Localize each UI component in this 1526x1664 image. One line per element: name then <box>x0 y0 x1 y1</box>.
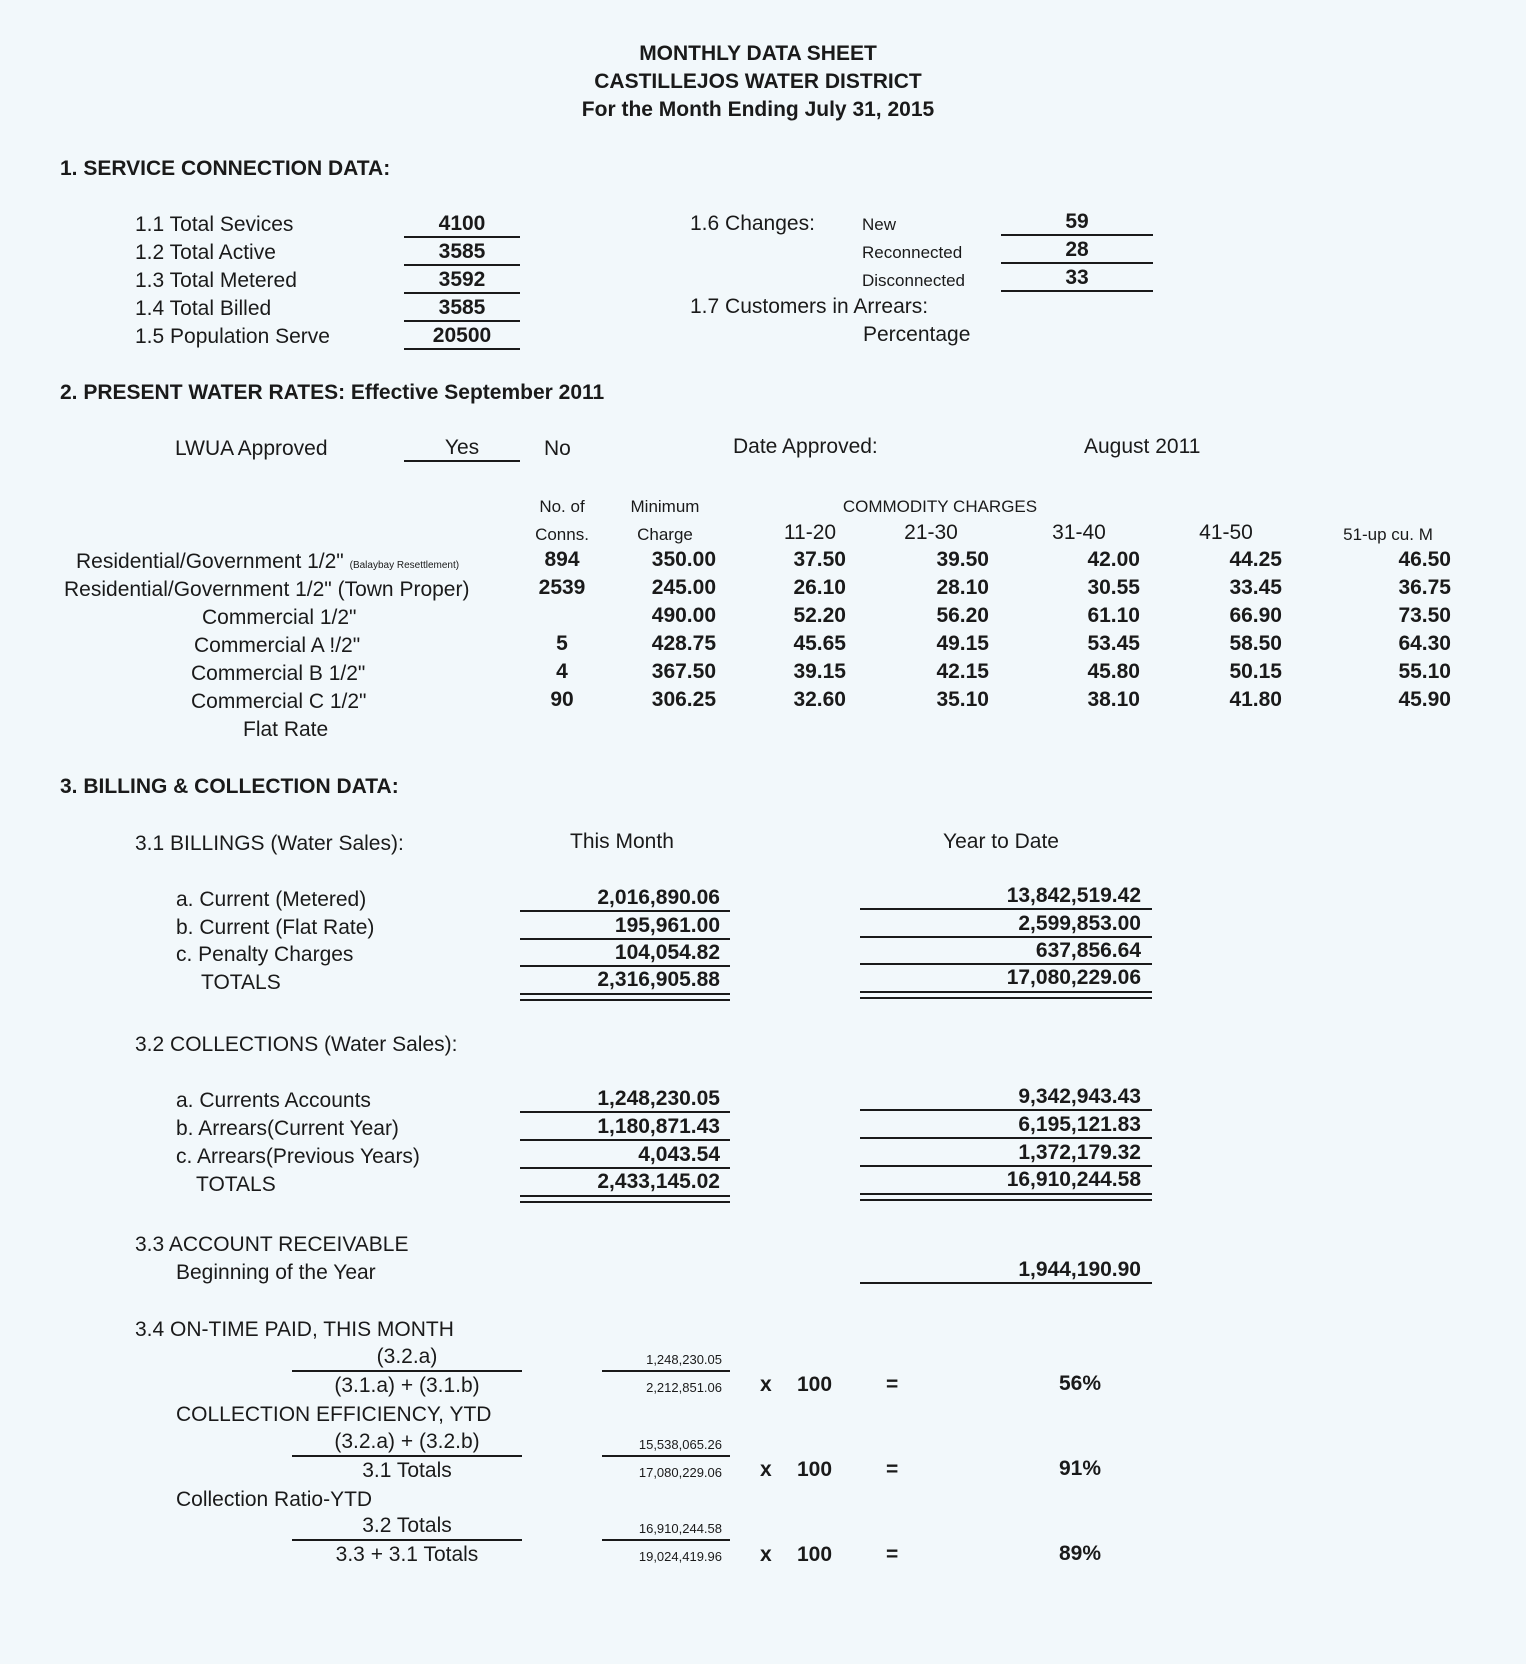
rate-11-20: 39.15 <box>793 660 846 683</box>
lwua-yes-option: Yes <box>404 436 520 462</box>
rate-minimum: 490.00 <box>651 604 716 627</box>
total-services-label: 1.1 Total Sevices <box>135 213 294 236</box>
collection-ytd-value: 6,195,121.83 <box>1018 1113 1141 1136</box>
fraction-bar <box>292 1455 522 1457</box>
rate-41-50: 33.45 <box>1229 576 1282 599</box>
this-month-header: This Month <box>570 830 674 853</box>
ratio-numerator-value: 16,910,244.58 <box>638 1521 722 1536</box>
rate-row-label: Commercial A !/2" <box>194 634 361 657</box>
account-receivable-value: 1,944,190.90 <box>1018 1258 1141 1281</box>
collection-month-value: 1,248,230.05 <box>597 1087 720 1110</box>
fraction-bar <box>292 1539 522 1541</box>
rate-31-40: 45.80 <box>1087 660 1140 683</box>
rate-11-20: 52.20 <box>793 604 846 627</box>
billing-row-label: b. Current (Flat Rate) <box>176 916 375 939</box>
changes-new-label: New <box>862 215 897 234</box>
multiplier-100: 100 <box>797 1458 833 1481</box>
section-2-heading: 2. PRESENT WATER RATES: Effective September 2011 <box>60 381 605 404</box>
underline <box>520 1139 730 1141</box>
billing-ytd-value: 637,856.64 <box>1035 939 1141 962</box>
range-51-up: 51-up cu. M <box>1343 525 1433 544</box>
underline <box>860 936 1152 938</box>
billing-month-value: 2,016,890.06 <box>597 886 720 909</box>
equals-sign: = <box>886 1373 899 1396</box>
underline <box>860 1282 1152 1284</box>
rate-conns: 90 <box>550 688 574 711</box>
customers-in-arrears-label: 1.7 Customers in Arrears: <box>690 295 929 318</box>
rate-21-30: 42.15 <box>936 660 989 683</box>
col-no-of-conns-2: Conns. <box>535 525 589 544</box>
ratio-numerator-label: (3.2.a) <box>376 1345 438 1368</box>
collection-row-label: a. Currents Accounts <box>176 1089 371 1112</box>
rate-11-20: 45.65 <box>793 632 846 655</box>
rate-row-label-text: Residential/Government 1/2" <box>76 550 344 573</box>
ratio-denominator-label: 3.3 + 3.1 Totals <box>335 1543 479 1566</box>
rate-41-50: 44.25 <box>1229 548 1282 571</box>
underline <box>520 1167 730 1169</box>
rate-minimum: 350.00 <box>651 548 716 571</box>
multiply-sign: x <box>760 1458 772 1481</box>
year-to-date-header: Year to Date <box>943 830 1059 853</box>
rate-conns: 5 <box>556 632 568 655</box>
rate-31-40: 61.10 <box>1087 604 1140 627</box>
date-approved-value: August 2011 <box>1084 435 1201 458</box>
underline <box>520 965 730 967</box>
rate-conns: 4 <box>556 660 568 683</box>
ratio-result: 89% <box>1058 1542 1102 1565</box>
equals-sign: = <box>886 1458 899 1481</box>
rate-31-40: 53.45 <box>1087 632 1140 655</box>
collection-ytd-value: 1,372,179.32 <box>1018 1141 1141 1164</box>
col-no-of-conns-1: No. of <box>539 497 585 516</box>
rate-row-label: Commercial C 1/2" <box>191 690 367 713</box>
rate-row-label: Commercial B 1/2" <box>191 662 366 685</box>
collection-month-total: 2,433,145.02 <box>597 1170 720 1193</box>
changes-new-value: 59 <box>1001 210 1153 236</box>
collection-month-value: 1,180,871.43 <box>597 1115 720 1138</box>
collection-month-value: 4,043.54 <box>638 1143 720 1166</box>
ratio-numerator-value: 1,248,230.05 <box>646 1352 722 1367</box>
col-minimum-charge-1: Minimum <box>630 497 700 516</box>
rate-21-30: 39.50 <box>936 548 989 571</box>
billing-month-value: 104,054.82 <box>614 941 720 964</box>
equals-sign: = <box>886 1543 899 1566</box>
rate-31-40: 30.55 <box>1087 576 1140 599</box>
rate-minimum: 367.50 <box>651 660 716 683</box>
rate-31-40: 38.10 <box>1087 688 1140 711</box>
underline <box>860 1109 1152 1111</box>
fraction-bar <box>292 1370 522 1372</box>
rate-11-20: 26.10 <box>793 576 846 599</box>
billing-month-total: 2,316,905.88 <box>597 968 720 991</box>
ratio-numerator-value: 15,538,065.26 <box>638 1437 722 1452</box>
total-active-value: 3585 <box>404 240 520 266</box>
rate-minimum: 245.00 <box>651 576 716 599</box>
total-metered-label: 1.3 Total Metered <box>135 269 297 292</box>
collection-ytd-value: 9,342,943.43 <box>1018 1085 1141 1108</box>
rate-conns: 894 <box>544 548 580 571</box>
billing-month-value: 195,961.00 <box>614 914 720 937</box>
col-minimum-charge-2: Charge <box>637 525 693 544</box>
underline <box>860 1165 1152 1167</box>
rate-minimum: 428.75 <box>651 632 716 655</box>
lwua-approved-label: LWUA Approved <box>175 437 328 460</box>
double-underline <box>520 993 730 1001</box>
district-name: CASTILLEJOS WATER DISTRICT <box>594 70 922 93</box>
billing-row-label: c. Penalty Charges <box>176 943 354 966</box>
rate-51-up: 36.75 <box>1398 576 1451 599</box>
double-underline <box>860 991 1152 999</box>
rate-row-label: Commercial 1/2" <box>202 606 357 629</box>
fraction-bar <box>602 1455 730 1457</box>
collection-totals-label: TOTALS <box>196 1173 276 1196</box>
underline <box>520 910 730 912</box>
underline <box>860 963 1152 965</box>
total-active-label: 1.2 Total Active <box>135 241 276 264</box>
commodity-charges-heading: COMMODITY CHARGES <box>842 497 1038 516</box>
range-11-20: 11-20 <box>783 521 837 544</box>
ratio-denominator-label: 3.1 Totals <box>362 1459 452 1482</box>
rate-row-note: (Balaybay Resettlement) <box>349 560 460 571</box>
rate-21-30: 28.10 <box>936 576 989 599</box>
rate-51-up: 55.10 <box>1398 660 1451 683</box>
changes-reconnected-value: 28 <box>1001 238 1153 264</box>
rate-41-50: 41.80 <box>1229 688 1282 711</box>
ratio-denominator-value: 19,024,419.96 <box>638 1549 722 1564</box>
rate-11-20: 32.60 <box>793 688 846 711</box>
total-metered-value: 3592 <box>404 268 520 294</box>
ratio-result: 56% <box>1058 1372 1102 1395</box>
total-services-value: 4100 <box>404 212 520 238</box>
range-41-50: 41-50 <box>1199 521 1253 544</box>
multiply-sign: x <box>760 1373 772 1396</box>
rate-row-label <box>76 550 459 574</box>
billing-totals-label: TOTALS <box>201 971 281 994</box>
rate-51-up: 73.50 <box>1398 604 1451 627</box>
changes-disconnected-value: 33 <box>1001 266 1153 292</box>
rate-row-label: Residential/Government 1/2" (Town Proper) <box>64 578 470 601</box>
underline <box>860 1137 1152 1139</box>
rate-21-30: 56.20 <box>936 604 989 627</box>
account-receivable-sub: Beginning of the Year <box>176 1261 376 1284</box>
population-served-value: 20500 <box>404 324 520 350</box>
collection-efficiency-label: COLLECTION EFFICIENCY, YTD <box>176 1403 492 1426</box>
double-underline <box>860 1193 1152 1201</box>
rate-21-30: 35.10 <box>936 688 989 711</box>
rate-41-50: 50.15 <box>1229 660 1282 683</box>
collection-ytd-total: 16,910,244.58 <box>1006 1168 1141 1191</box>
flat-rate-label: Flat Rate <box>243 718 329 741</box>
underline <box>520 1111 730 1113</box>
underline <box>520 938 730 940</box>
page-title: MONTHLY DATA SHEET <box>639 42 877 65</box>
date-approved-label: Date Approved: <box>733 435 878 458</box>
ratio-result: 91% <box>1058 1457 1102 1480</box>
billings-label: 3.1 BILLINGS (Water Sales): <box>135 832 404 855</box>
fraction-bar <box>602 1370 730 1372</box>
section-1-heading: 1. SERVICE CONNECTION DATA: <box>60 157 391 180</box>
changes-reconnected-label: Reconnected <box>862 243 963 262</box>
rate-41-50: 58.50 <box>1229 632 1282 655</box>
ratio-denominator-value: 17,080,229.06 <box>638 1465 722 1480</box>
billing-ytd-value: 13,842,519.42 <box>1006 884 1141 907</box>
billing-row-label: a. Current (Metered) <box>176 888 367 911</box>
billing-ytd-value: 2,599,853.00 <box>1018 912 1141 935</box>
underline <box>860 908 1152 910</box>
ratio-denominator-value: 2,212,851.06 <box>646 1380 722 1395</box>
collection-ratio-label: Collection Ratio-YTD <box>176 1488 373 1511</box>
total-billed-value: 3585 <box>404 296 520 322</box>
multiply-sign: x <box>760 1543 772 1566</box>
range-31-40: 31-40 <box>1052 521 1106 544</box>
report-period: For the Month Ending July 31, 2015 <box>581 98 935 121</box>
multiplier-100: 100 <box>797 1373 833 1396</box>
ratio-numerator-label: (3.2.a) + (3.2.b) <box>334 1430 480 1453</box>
collection-row-label: c. Arrears(Previous Years) <box>176 1145 420 1168</box>
rate-41-50: 66.90 <box>1229 604 1282 627</box>
double-underline <box>520 1195 730 1203</box>
rate-51-up: 45.90 <box>1398 688 1451 711</box>
rate-51-up: 46.50 <box>1398 548 1451 571</box>
rate-11-20: 37.50 <box>793 548 846 571</box>
rate-21-30: 49.15 <box>936 632 989 655</box>
arrears-percentage-label: Percentage <box>863 323 971 346</box>
account-receivable-label: 3.3 ACCOUNT RECEIVABLE <box>135 1233 409 1256</box>
total-billed-label: 1.4 Total Billed <box>135 297 272 320</box>
on-time-paid-label: 3.4 ON-TIME PAID, THIS MONTH <box>135 1318 454 1341</box>
collection-row-label: b. Arrears(Current Year) <box>176 1117 399 1140</box>
changes-disconnected-label: Disconnected <box>862 271 966 290</box>
rate-conns: 2539 <box>538 576 586 599</box>
ratio-denominator-label: (3.1.a) + (3.1.b) <box>334 1374 480 1397</box>
rate-31-40: 42.00 <box>1087 548 1140 571</box>
population-served-label: 1.5 Population Serve <box>135 325 330 348</box>
range-21-30: 21-30 <box>904 521 958 544</box>
multiplier-100: 100 <box>797 1543 833 1566</box>
collections-label: 3.2 COLLECTIONS (Water Sales): <box>135 1033 458 1056</box>
section-3-heading: 3. BILLING & COLLECTION DATA: <box>60 775 399 798</box>
lwua-no-option: No <box>544 437 571 460</box>
changes-label: 1.6 Changes: <box>690 212 815 235</box>
rate-51-up: 64.30 <box>1398 632 1451 655</box>
rate-minimum: 306.25 <box>651 688 716 711</box>
fraction-bar <box>602 1539 730 1541</box>
ratio-numerator-label: 3.2 Totals <box>362 1514 452 1537</box>
billing-ytd-total: 17,080,229.06 <box>1006 966 1141 989</box>
